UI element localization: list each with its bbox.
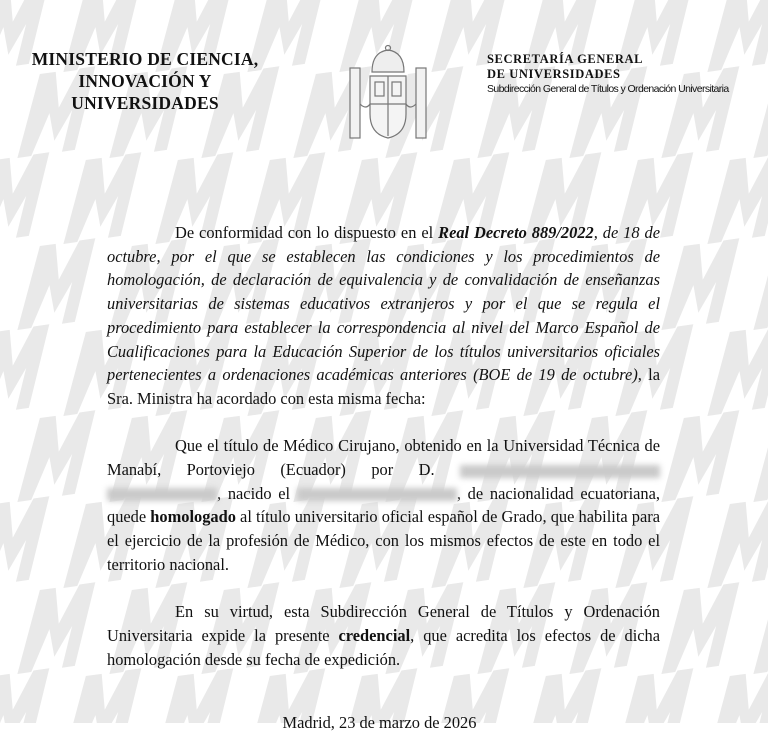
paragraph-resolution xyxy=(107,221,660,411)
secretaria-line: DE UNIVERSIDADES xyxy=(487,67,621,81)
watermark-glyph-icon xyxy=(753,582,768,674)
text: al título universitario oficial español de Grado, que habilita para el ejercicio de la profesión de Médico, con los mismos efectos de este en todo el territorio nacional. xyxy=(107,507,661,574)
text: , la Sra. Ministra ha acordado con esta misma fecha: xyxy=(107,365,660,408)
watermark-glyph-icon xyxy=(17,582,95,674)
decree-reference: Real Decreto 889/2022 xyxy=(438,223,594,242)
spanish-coat-of-arms-icon xyxy=(342,44,434,144)
watermark-glyph-icon xyxy=(707,668,768,723)
redacted-surname xyxy=(107,488,217,501)
watermark-glyph-icon xyxy=(17,410,95,502)
document-body xyxy=(107,221,660,735)
watermark-glyph-icon xyxy=(753,238,768,330)
watermark-glyph-icon xyxy=(753,410,768,502)
watermark-glyph-icon xyxy=(753,66,768,158)
watermark-glyph-icon xyxy=(0,152,49,244)
text: De conformidad con lo dispuesto en el xyxy=(175,223,439,242)
text: , nacido el xyxy=(217,483,291,503)
ministry-line: INNOVACIÓN Y xyxy=(78,71,212,91)
paragraph-credential xyxy=(107,600,660,671)
homologado-term: homologado xyxy=(150,507,236,527)
ministry-line: UNIVERSIDADES xyxy=(71,93,219,113)
watermark-glyph-icon xyxy=(707,324,768,416)
secretaria-line: SECRETARÍA GENERAL xyxy=(487,52,644,66)
paragraph-homologation xyxy=(107,434,660,576)
watermark-glyph-icon xyxy=(707,152,768,244)
ministry-name xyxy=(30,48,260,114)
credencial-term: credencial xyxy=(338,625,411,645)
decree-title: , de 18 de octubre, por el que se establecen las condiciones y los procedimientos de homologación, de declaración de equivalencia y de convalidación de enseñanzas universitarias de sistemas educativos extranjeros y por el que se regula el procedimiento para establecer la correspondencia al nivel del Marco Español de Cualificaciones para la Educación Superior de los títulos universitarios oficiales pertenecientes a ordenaciones académicas anteriores (BOE de 19 de octubre) xyxy=(107,223,660,385)
text: , de nacionalidad ecuatoriana, quede xyxy=(107,483,660,527)
secretaria-name xyxy=(487,52,729,97)
redacted-name xyxy=(460,465,660,478)
text: , que acredita los efectos de dicha homologación desde su fecha de expedición. xyxy=(107,625,661,669)
watermark-glyph-icon xyxy=(707,496,768,588)
watermark-glyph-icon xyxy=(17,238,95,330)
watermark-glyph-icon xyxy=(0,496,49,588)
issue-date: Madrid, 23 de marzo de 2026 xyxy=(282,713,477,733)
watermark-glyph-icon xyxy=(661,238,739,330)
text: Que el título de Médico Cirujano, obtenido en la Universidad Técnica de Manabí, Portoviejo (Ecuador) por D. xyxy=(107,436,660,480)
ministry-line: MINISTERIO DE CIENCIA, xyxy=(31,49,259,69)
redacted-birthdate xyxy=(297,488,457,501)
watermark-glyph-icon xyxy=(0,324,49,416)
watermark-glyph-icon xyxy=(661,410,739,502)
watermark-glyph-icon xyxy=(661,582,739,674)
text: En su virtud, esta Subdirección General de Títulos y Ordenación Universitaria expide la presente xyxy=(107,602,660,645)
watermark-glyph-icon xyxy=(0,668,49,723)
subdireccion-name: Subdirección General de Títulos y Ordenación Universitaria xyxy=(487,83,729,95)
